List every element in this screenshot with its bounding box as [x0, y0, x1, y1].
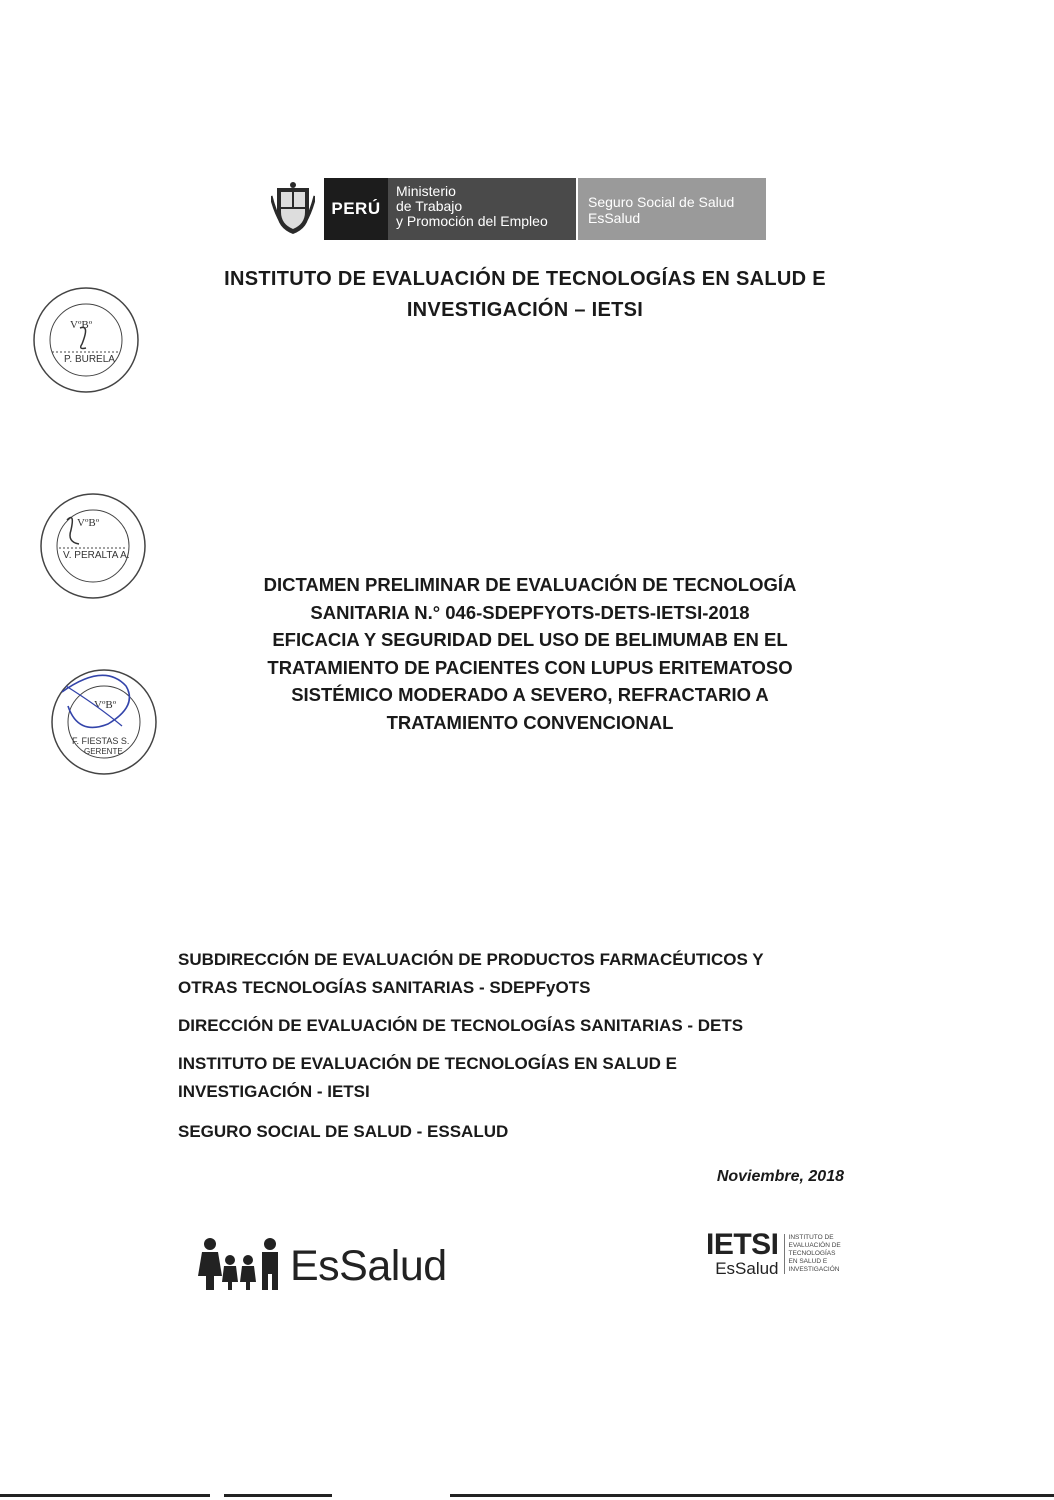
- government-header-banner: [262, 178, 766, 240]
- essalud-logo-text: EsSalud: [290, 1241, 447, 1290]
- ietsi-logo-fulltext: INSTITUTO DE EVALUACIÓN DE TECNOLOGÍAS EN SALUD E INVESTIGACIÓN: [784, 1234, 845, 1274]
- approval-stamp-fiestas: [48, 666, 160, 778]
- seguro-social-label: Seguro Social de Salud EsSalud: [576, 178, 766, 240]
- approval-stamp-burela: [30, 284, 142, 396]
- ministry-label: Ministerio de Trabajo y Promoción del Empleo: [388, 178, 576, 240]
- svg-text:VºBº: VºBº: [70, 319, 93, 331]
- document-date: Noviembre, 2018: [716, 1168, 844, 1185]
- dictamen-title: DICTAMEN PRELIMINAR DE EVALUACIÓN DE TECNOLOGÍA SANITARIA N.° 046-SDEPFYOTS-DETS-IETSI-2018 EFICACIA Y SEGURIDAD DEL USO DE BELIMUMAB EN EL TRATAMIENTO DE PACIENTES CON LUPUS ERITEMATOSO SISTÉMICO MODERADO A SEVERO, REFRACTARIO A TRATAMIENTO CONVENCIONAL: [263, 574, 797, 733]
- svg-text:VºBº: VºBº: [77, 517, 100, 529]
- affiliation-essalud: SEGURO SOCIAL DE SALUD - ESSALUD: [178, 1122, 509, 1141]
- essalud-logo: [198, 1232, 447, 1300]
- ietsi-logo-essalud-text: EsSalud: [715, 1259, 779, 1278]
- svg-text:P. BURELA: P. BURELA: [64, 354, 115, 365]
- svg-text:V. PERALTA A.: V. PERALTA A.: [63, 550, 130, 561]
- scan-edge-line: [0, 1494, 210, 1497]
- scan-edge-line: [224, 1494, 332, 1497]
- institute-title: INSTITUTO DE EVALUACIÓN DE TECNOLOGÍAS EN SALUD E INVESTIGACIÓN – IETSI: [224, 268, 826, 321]
- peru-label: PERÚ: [324, 178, 388, 240]
- svg-text:F. FIESTAS S.: F. FIESTAS S.: [72, 736, 130, 746]
- family-figures-icon: [198, 1236, 284, 1297]
- svg-text:VºBº: VºBº: [94, 699, 117, 711]
- approval-stamp-peralta: [37, 490, 149, 602]
- ietsi-logo: [706, 1230, 845, 1278]
- ietsi-logo-text: IETSI: [706, 1228, 779, 1261]
- svg-text:GERENTE: GERENTE: [84, 747, 123, 756]
- peru-coat-of-arms-icon: [262, 178, 324, 240]
- affiliation-ietsi: INSTITUTO DE EVALUACIÓN DE TECNOLOGÍAS EN SALUD E INVESTIGACIÓN - IETSI: [178, 1054, 678, 1101]
- affiliation-sdepfyots: SUBDIRECCIÓN DE EVALUACIÓN DE PRODUCTOS FARMACÉUTICOS Y OTRAS TECNOLOGÍAS SANITARIAS - SDEPFyOTS: [178, 950, 764, 997]
- scan-edge-line: [450, 1494, 1054, 1497]
- affiliation-dets: DIRECCIÓN DE EVALUACIÓN DE TECNOLOGÍAS SANITARIAS - DETS: [178, 1016, 744, 1035]
